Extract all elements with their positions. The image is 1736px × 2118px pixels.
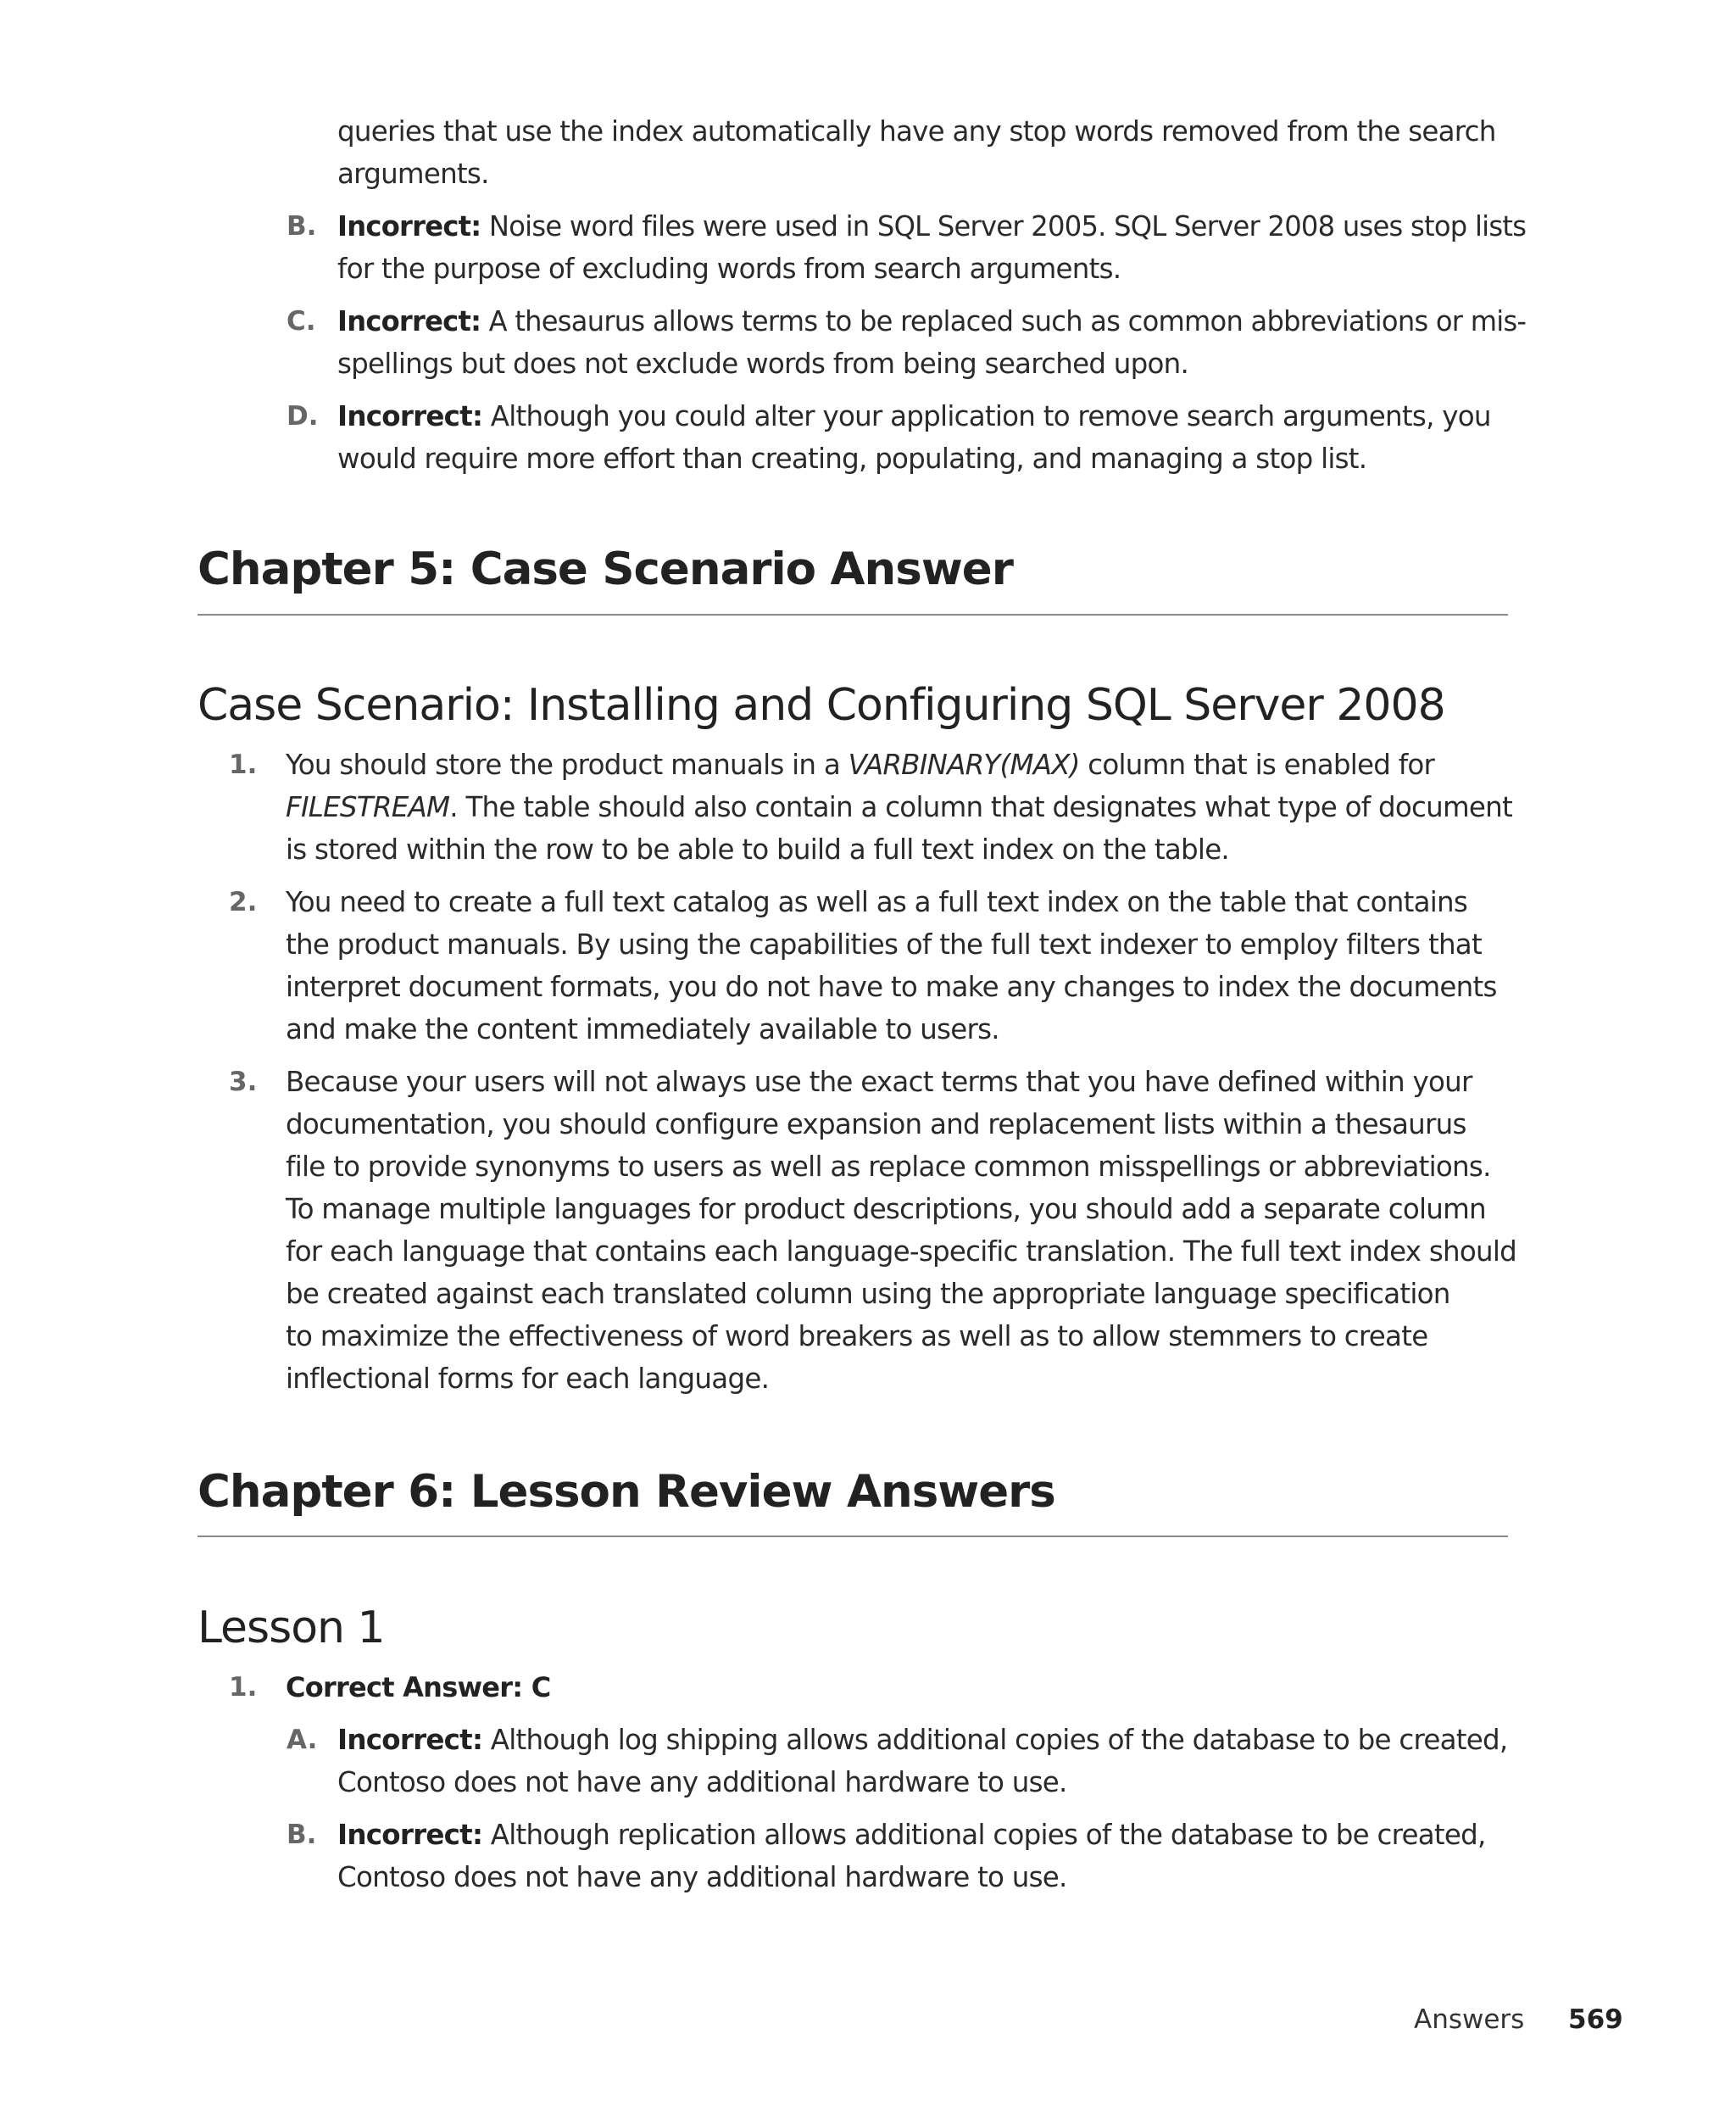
item-c-line-2: spellings but does not exclude words from being searched upon.: [337, 348, 1189, 380]
scenario-item-2-line-2: the product manuals. By using the capabilities of the full text indexer to employ filters that: [286, 928, 1482, 961]
question-1-correct-answer: Correct Answer: C: [286, 1671, 551, 1703]
varbinary-term: VARBINARY(MAX): [848, 749, 1080, 781]
item-d-line-2: would require more effort than creating, populating, and managing a stop list.: [337, 443, 1367, 475]
option-b-label: B.: [287, 1820, 317, 1850]
case-scenario-heading: Case Scenario: Installing and Configuring SQL Server 2008: [198, 680, 1445, 731]
item-c-line-1: [337, 300, 1526, 343]
scenario-item-3-line-7: to maximize the effectiveness of word breakers as well as to allow stemmers to create: [286, 1320, 1428, 1352]
item-label-d: D.: [287, 401, 319, 432]
page-number: 569: [1568, 2004, 1623, 2035]
scenario-item-1-text-b: column that is enabled for: [1079, 749, 1435, 781]
scenario-item-3-line-5: for each language that contains each language-specific translation. The full text index should: [286, 1235, 1516, 1268]
scenario-item-3-line-6: be created against each translated column using the appropriate language specification: [286, 1278, 1450, 1310]
intro-line-2: arguments.: [337, 158, 489, 190]
option-b-text: Although replication allows additional copies of the database to be created,: [482, 1819, 1486, 1851]
scenario-item-3-line-8: inflectional forms for each language.: [286, 1363, 770, 1395]
option-b-line-2: Contoso does not have any additional hardware to use.: [337, 1861, 1067, 1893]
scenario-item-3-line-3: file to provide synonyms to users as well as replace common misspellings or abbreviations.: [286, 1151, 1491, 1183]
option-a-text: Although log shipping allows additional copies of the database to be created,: [482, 1724, 1508, 1756]
scenario-item-3-label: 3.: [229, 1067, 258, 1097]
scenario-item-2-line-4: and make the content immediately available to users.: [286, 1013, 999, 1045]
scenario-item-1-line-1: [286, 744, 1434, 786]
item-d-text: Although you could alter your application to remove search arguments, you: [482, 400, 1491, 432]
chapter-5-rule: [198, 614, 1508, 616]
option-a-line-1: [337, 1719, 1507, 1761]
scenario-item-1-text-a: You should store the product manuals in a: [286, 749, 849, 781]
option-b-keyword: Incorrect:: [337, 1819, 483, 1851]
option-b-line-1: [337, 1814, 1486, 1856]
scenario-item-1-label: 1.: [229, 750, 258, 780]
question-1-label: 1.: [229, 1672, 258, 1703]
item-b-keyword: Incorrect:: [337, 210, 481, 242]
chapter-5-heading: Chapter 5: Case Scenario Answer: [198, 543, 1013, 595]
item-label-b: B.: [287, 211, 317, 242]
chapter-6-rule: [198, 1536, 1508, 1537]
option-a-label: A.: [287, 1725, 318, 1755]
item-b-line-1: [337, 205, 1526, 248]
item-d-keyword: Incorrect:: [337, 400, 483, 432]
intro-line-1: queries that use the index automatically have any stop words removed from the search: [337, 115, 1496, 148]
item-d-line-1: [337, 395, 1491, 438]
footer-section-label: Answers: [1414, 2004, 1525, 2035]
scenario-item-3-line-1: Because your users will not always use the exact terms that you have defined within your: [286, 1066, 1472, 1098]
scenario-item-2-line-1: You need to create a full text catalog as well as a full text index on the table that contains: [286, 886, 1468, 918]
scenario-item-1-text-c: . The table should also contain a column that designates what type of document: [449, 791, 1512, 823]
option-a-keyword: Incorrect:: [337, 1724, 483, 1756]
item-c-keyword: Incorrect:: [337, 305, 481, 337]
scenario-item-1-line-3: is stored within the row to be able to build a full text index on the table.: [286, 833, 1230, 866]
item-b-text: Noise word files were used in SQL Server 2005. SQL Server 2008 uses stop lists: [481, 210, 1527, 242]
item-label-c: C.: [287, 306, 316, 337]
lesson-1-heading: Lesson 1: [198, 1602, 385, 1653]
scenario-item-3-line-2: documentation, you should configure expansion and replacement lists within a thesaurus: [286, 1108, 1466, 1140]
scenario-item-2-label: 2.: [229, 887, 258, 917]
scenario-item-3-line-4: To manage multiple languages for product descriptions, you should add a separate column: [286, 1193, 1486, 1225]
item-c-text: A thesaurus allows terms to be replaced such as common abbreviations or mis-: [481, 305, 1527, 337]
option-a-line-2: Contoso does not have any additional hardware to use.: [337, 1766, 1067, 1798]
chapter-6-heading: Chapter 6: Lesson Review Answers: [198, 1466, 1055, 1518]
item-b-line-2: for the purpose of excluding words from search arguments.: [337, 253, 1121, 285]
scenario-item-1-line-2: [286, 786, 1512, 828]
filestream-term: FILESTREAM: [286, 791, 450, 823]
scenario-item-2-line-3: interpret document formats, you do not have to make any changes to index the documents: [286, 971, 1497, 1003]
